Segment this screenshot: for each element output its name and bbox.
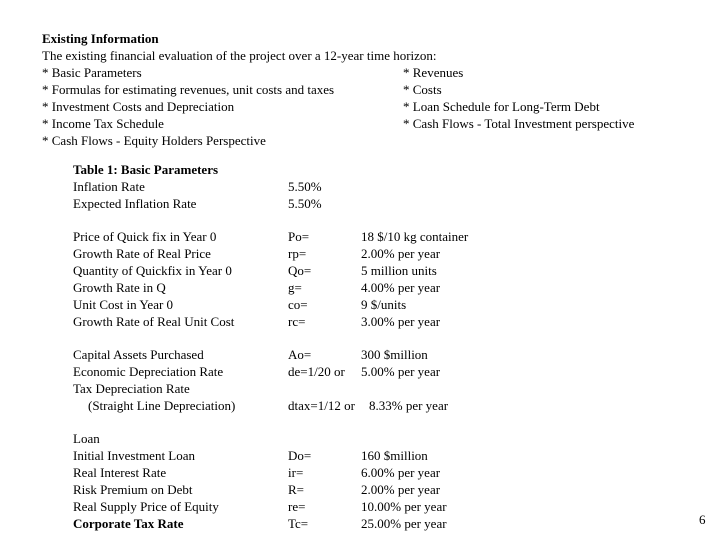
row-value-unit-cost: 9 $/units [361, 297, 407, 312]
row-value-economic-depreciation: 5.00% per year [361, 364, 441, 379]
row-symbol-economic-depreciation: de=1/20 or [288, 364, 345, 379]
bullet-income-tax: * Income Tax Schedule [42, 116, 164, 131]
row-value-capital-assets: 300 $million [361, 347, 428, 362]
row-value-interest-rate: 6.00% per year [361, 465, 441, 480]
row-label-capital-assets: Capital Assets Purchased [73, 347, 204, 362]
row-label-growth-q: Growth Rate in Q [73, 280, 166, 295]
bullet-costs: * Costs [403, 82, 442, 97]
bullet-formulas: * Formulas for estimating revenues, unit costs and taxes [42, 82, 335, 97]
row-value-inflation-rate: 5.50% [288, 179, 322, 194]
row-label-corporate-tax: Corporate Tax Rate [73, 516, 184, 531]
row-symbol-quantity: Qo= [288, 263, 312, 278]
bullet-investment-costs: * Investment Costs and Depreciation [42, 99, 235, 114]
row-label-inflation-rate: Inflation Rate [73, 179, 145, 194]
bullet-basic-parameters: * Basic Parameters [42, 65, 142, 80]
bullet-loan-schedule: * Loan Schedule for Long-Term Debt [403, 99, 600, 114]
bullet-cash-flows-equity: * Cash Flows - Equity Holders Perspective [42, 133, 266, 148]
row-value-initial-loan: 160 $million [361, 448, 428, 463]
row-label-unit-cost: Unit Cost in Year 0 [73, 297, 174, 312]
row-value-growth-q: 4.00% per year [361, 280, 441, 295]
row-label-risk-premium: Risk Premium on Debt [73, 482, 193, 497]
row-label-straight-line: (Straight Line Depreciation) [88, 398, 236, 413]
row-value-expected-inflation: 5.50% [288, 196, 322, 211]
row-symbol-price: Po= [288, 229, 310, 244]
row-value-risk-premium: 2.00% per year [361, 482, 441, 497]
row-label-tax-depreciation: Tax Depreciation Rate [73, 381, 190, 396]
row-value-price-growth: 2.00% per year [361, 246, 441, 261]
row-label-loan: Loan [73, 431, 100, 446]
section-heading: Existing Information [42, 31, 159, 46]
row-label-expected-inflation: Expected Inflation Rate [73, 196, 197, 211]
row-symbol-corporate-tax: Tc= [288, 516, 309, 531]
row-label-initial-loan: Initial Investment Loan [73, 448, 196, 463]
row-value-straight-line: 8.33% per year [369, 398, 449, 413]
row-value-quantity: 5 million units [361, 263, 437, 278]
row-label-interest-rate: Real Interest Rate [73, 465, 167, 480]
row-symbol-growth-q: g= [288, 280, 302, 295]
row-label-equity-price: Real Supply Price of Equity [73, 499, 219, 514]
table-title: Table 1: Basic Parameters [73, 162, 219, 177]
row-symbol-capital-assets: Ao= [288, 347, 312, 362]
row-label-economic-depreciation: Economic Depreciation Rate [73, 364, 224, 379]
row-value-equity-price: 10.00% per year [361, 499, 447, 514]
bullet-cash-flows-total: * Cash Flows - Total Investment perspective [403, 116, 635, 131]
row-symbol-unit-cost-growth: rc= [288, 314, 306, 329]
row-symbol-initial-loan: Do= [288, 448, 312, 463]
row-symbol-price-growth: rp= [288, 246, 307, 261]
intro-text: The existing financial evaluation of the project over a 12-year time horizon: [42, 48, 437, 63]
row-value-unit-cost-growth: 3.00% per year [361, 314, 441, 329]
row-symbol-interest-rate: ir= [288, 465, 304, 480]
row-value-corporate-tax: 25.00% per year [361, 516, 447, 531]
row-label-price-growth: Growth Rate of Real Price [73, 246, 211, 261]
row-label-quantity: Quantity of Quickfix in Year 0 [73, 263, 232, 278]
row-symbol-risk-premium: R= [288, 482, 305, 497]
row-value-price: 18 $/10 kg container [361, 229, 469, 244]
row-symbol-equity-price: re= [288, 499, 306, 514]
row-symbol-straight-line: dtax=1/12 or [288, 398, 355, 413]
bullet-revenues: * Revenues [403, 65, 464, 80]
row-symbol-unit-cost: co= [288, 297, 308, 312]
page-number: 6 [699, 512, 706, 527]
row-label-unit-cost-growth: Growth Rate of Real Unit Cost [73, 314, 235, 329]
row-label-price: Price of Quick fix in Year 0 [73, 229, 217, 244]
